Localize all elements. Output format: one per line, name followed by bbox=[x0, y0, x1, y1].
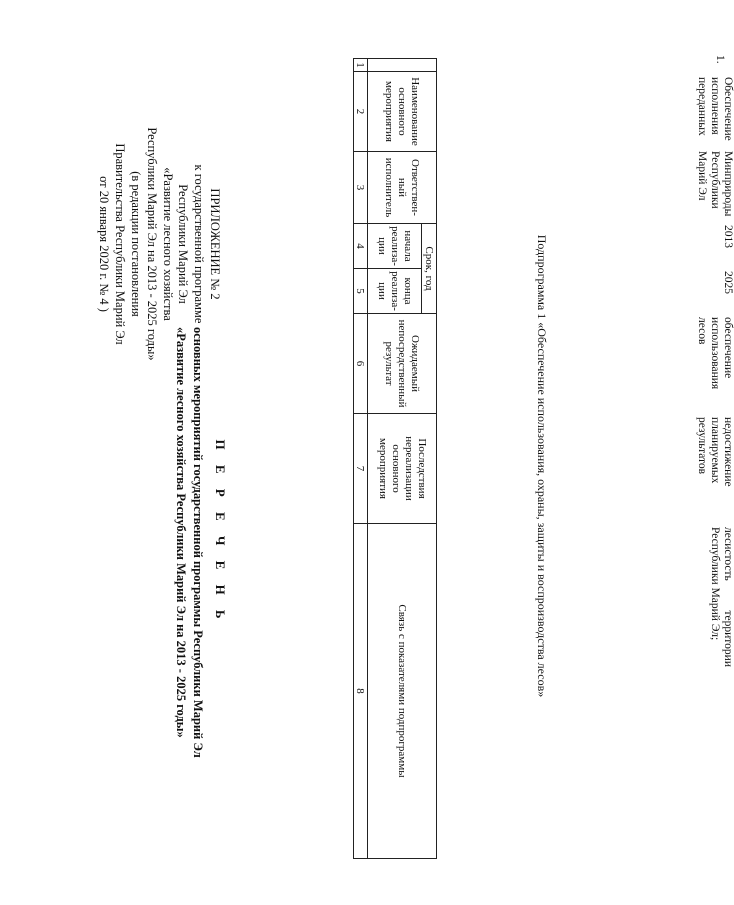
table-row bbox=[654, 55, 734, 855]
header-cell-result: Ожидаемый непосредственный результат bbox=[368, 314, 437, 414]
row-start: 2013 bbox=[722, 225, 734, 248]
row-responsible: Минприроды Республики Марий Эл bbox=[696, 151, 734, 217]
header-line: Правительства Республики Марий Эл bbox=[113, 143, 128, 345]
row-link: лесистость территории Республики Марий Эл; bbox=[709, 527, 734, 667]
title-line-2: «Развитие лесного хозяйства Республики Марий Эл на 2013 - 2025 годы» bbox=[174, 327, 188, 738]
header-cell-term: Срок, год bbox=[422, 224, 437, 314]
column-number: 3 bbox=[354, 152, 368, 224]
header-cell-number bbox=[368, 59, 437, 72]
title-heading: П Е Р Е Ч Е Н Ь bbox=[213, 439, 228, 625]
row-end: 2025 bbox=[722, 271, 734, 294]
title-line-1: основных мероприятий государственной программы Республики Марий Эл bbox=[191, 327, 205, 758]
header-line: Республики Марий Эл bbox=[176, 184, 191, 304]
row-name: Обеспечение исполнения переданных bbox=[696, 77, 734, 141]
header-line: к государственной программе bbox=[192, 164, 207, 324]
subprogram-heading: Подпрограмма 1 «Обеспечение использования, охраны, защиты и воспроизводства лесов» bbox=[535, 234, 549, 698]
column-number: 4 bbox=[354, 224, 368, 269]
column-number: 5 bbox=[354, 269, 368, 314]
header-line: от 20 января 2020 г. № 4 ) bbox=[97, 176, 112, 312]
row-result: обеспечение использования лесов bbox=[696, 317, 734, 390]
header-cell-start: начала реализа-ции bbox=[368, 224, 422, 269]
document-title bbox=[169, 327, 229, 758]
column-number: 1 bbox=[354, 59, 368, 72]
header-cell-link: Связь с показателями подпрограммы bbox=[368, 524, 437, 859]
row-number: 1. bbox=[714, 55, 726, 64]
column-number: 6 bbox=[354, 314, 368, 414]
header-cell-consequences: Последствия нереализации основного мероприятия bbox=[368, 414, 437, 524]
measures-table bbox=[353, 58, 437, 858]
header-line: ПРИЛОЖЕНИЕ № 2 bbox=[208, 188, 222, 300]
column-number: 7 bbox=[354, 414, 368, 524]
column-number: 8 bbox=[354, 524, 368, 859]
header-line: (в редакции постановления bbox=[129, 171, 144, 317]
header-line: Республики Марий Эл на 2013 - 2025 годы» bbox=[144, 127, 159, 361]
header-line: «Развитие лесного хозяйства bbox=[160, 167, 175, 321]
column-number: 2 bbox=[354, 72, 368, 152]
row-consequences: недостижение планируемых результатов bbox=[696, 417, 734, 487]
header-cell-name: Наименование основного мероприятия bbox=[368, 72, 437, 152]
header-cell-responsible: Ответствен-ный исполнитель bbox=[368, 152, 437, 224]
header-cell-end: конца реализа-ции bbox=[368, 269, 422, 314]
